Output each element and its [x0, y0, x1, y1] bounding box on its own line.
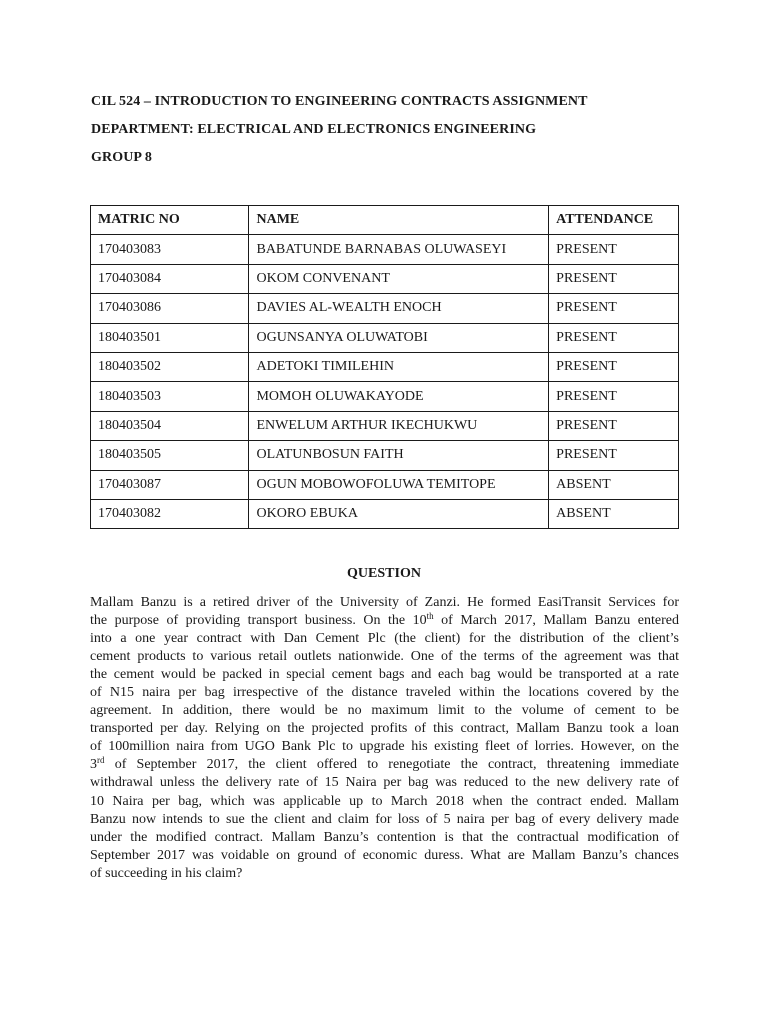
attendance-cell: PRESENT: [549, 235, 679, 264]
matric-no-cell: 170403084: [91, 264, 249, 293]
attendance-cell: ABSENT: [549, 470, 679, 499]
name-cell: DAVIES AL-WEALTH ENOCH: [249, 294, 549, 323]
paragraph-line: of succeeding in his claim?: [90, 865, 243, 881]
matric-no-cell: 180403501: [91, 323, 249, 352]
name-cell: OGUN MOBOWOFOLUWA TEMITOPE: [249, 470, 549, 499]
column-header-matric-no: MATRIC NO: [91, 206, 249, 235]
matric-no-cell: 170403086: [91, 294, 249, 323]
column-header-attendance: ATTENDANCE: [549, 206, 679, 235]
table-row: [91, 323, 679, 352]
column-header-name: NAME: [249, 206, 549, 235]
department-line: DEPARTMENT: ELECTRICAL AND ELECTRONICS ENGINEERING: [91, 122, 537, 137]
attendance-cell: PRESENT: [549, 352, 679, 381]
paragraph-line: cement products to various retail outlets nationwide. One of the terms of the agreement was that: [90, 649, 679, 665]
paragraph-line: the cement would be packed in special cement bags and each bag would be transported at a rate: [90, 667, 679, 683]
matric-no-cell: 180403502: [91, 352, 249, 381]
table-row: [91, 264, 679, 293]
table-row: [91, 382, 679, 411]
paragraph-line: withdrawal unless the delivery rate of 15 Naira per bag was reduced to the new delivery rate of: [90, 775, 679, 791]
matric-no-cell: 170403083: [91, 235, 249, 264]
table-row: [91, 411, 679, 440]
name-cell: ADETOKI TIMILEHIN: [249, 352, 549, 381]
name-cell: ENWELUM ARTHUR IKECHUKWU: [249, 411, 549, 440]
name-cell: OGUNSANYA OLUWATOBI: [249, 323, 549, 352]
ordinal-suffix: rd: [97, 755, 105, 766]
paragraph-line: agreement. In addition, there would be no maximum limit to the volume of cement to be: [90, 703, 679, 719]
table-row: [91, 470, 679, 499]
paragraph-line: September 2017 was voidable on ground of economic duress. What are Mallam Banzu’s chances: [90, 847, 679, 863]
matric-no-cell: 180403503: [91, 382, 249, 411]
paragraph-line: 3rd of September 2017, the client offered to renegotiate the contract, threatening immediate: [90, 755, 679, 773]
paragraph-line: 10 Naira per bag, which was applicable up to March 2018 when the contract ended. Mallam: [90, 793, 679, 809]
attendance-cell: PRESENT: [549, 264, 679, 293]
name-cell: MOMOH OLUWAKAYODE: [249, 382, 549, 411]
matric-no-cell: 180403505: [91, 441, 249, 470]
table-row: [91, 441, 679, 470]
table-row: [91, 499, 679, 528]
matric-no-cell: 180403504: [91, 411, 249, 440]
name-cell: OKOM CONVENANT: [249, 264, 549, 293]
paragraph-line: under the modified contract. Mallam Banzu’s contention is that the contractual modification of: [90, 829, 679, 845]
paragraph-line: Mallam Banzu is a retired driver of the University of Zanzi. He formed EasiTransit Services for: [90, 595, 679, 610]
name-cell: BABATUNDE BARNABAS OLUWASEYI: [249, 235, 549, 264]
ordinal-suffix: th: [426, 611, 434, 622]
paragraph-line: of 100million naira from UGO Bank Plc to upgrade his existing fleet of lorries. However, on the: [90, 739, 679, 755]
attendance-cell: PRESENT: [549, 411, 679, 440]
paragraph-line: the purpose of providing transport business. On the 10th of March 2017, Mallam Banzu entered: [90, 611, 679, 629]
attendance-cell: PRESENT: [549, 323, 679, 352]
table-row: [91, 352, 679, 381]
paragraph-line: transported per day. Relying on the projected profits of this contract, Mallam Banzu took a loan: [90, 721, 679, 737]
question-paragraph: [90, 594, 679, 883]
attendance-cell: PRESENT: [549, 294, 679, 323]
paragraph-line: into a one year contract with Dan Cement Plc (the client) for the distribution of the client’s: [90, 631, 679, 647]
name-cell: OKORO EBUKA: [249, 499, 549, 528]
matric-no-cell: 170403087: [91, 470, 249, 499]
attendance-table: [90, 205, 679, 529]
matric-no-cell: 170403082: [91, 499, 249, 528]
table-row: [91, 294, 679, 323]
assignment-title: CIL 524 – INTRODUCTION TO ENGINEERING CONTRACTS ASSIGNMENT: [91, 94, 588, 109]
attendance-cell: PRESENT: [549, 382, 679, 411]
paragraph-line: of N15 naira per bag irrespective of the distance traveled within the locations covered by the: [90, 685, 679, 701]
name-cell: OLATUNBOSUN FAITH: [249, 441, 549, 470]
table-header-row: [91, 206, 679, 235]
paragraph-line: Banzu now intends to sue the client and claim for loss of 5 naira per bag of every delivery made: [90, 811, 679, 827]
attendance-cell: ABSENT: [549, 499, 679, 528]
attendance-cell: PRESENT: [549, 441, 679, 470]
question-heading: QUESTION: [347, 566, 421, 581]
group-line: GROUP 8: [91, 150, 152, 165]
table-row: [91, 235, 679, 264]
